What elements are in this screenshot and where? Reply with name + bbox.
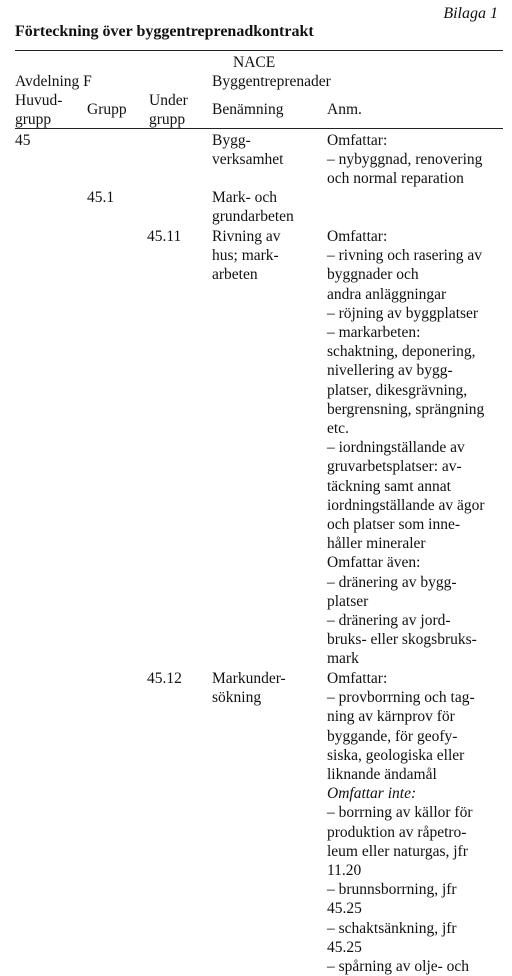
note-line: bergrensning, sprängning bbox=[327, 400, 485, 418]
header-subgroup bbox=[149, 91, 188, 129]
note-line: gruvarbetsplatser: av- bbox=[327, 458, 462, 476]
note-line: – markarbeten: bbox=[327, 324, 421, 342]
header-subgroup-line1: Under bbox=[149, 92, 188, 109]
note-line: byggande, för geofy- bbox=[327, 727, 458, 745]
row-code-45: 45 bbox=[15, 132, 31, 149]
row-note-45-11 bbox=[327, 227, 485, 669]
note-line-italic: Omfattar inte: bbox=[327, 785, 417, 803]
note-line: – dränering av bygg- bbox=[327, 573, 457, 591]
note-line: Omfattar: bbox=[327, 670, 388, 687]
note-line: – schaktsänkning, jfr bbox=[327, 919, 457, 937]
note-line: iordningställande av ägor bbox=[327, 496, 485, 514]
note-line: Omfattar även: bbox=[327, 554, 421, 572]
row-name-45 bbox=[212, 131, 283, 169]
name-line: arbeten bbox=[212, 266, 258, 284]
header-main-group bbox=[15, 91, 62, 129]
note-line: schaktning, deponering, bbox=[327, 343, 476, 361]
note-line: – borrning av källor för bbox=[327, 804, 473, 822]
row-note-45 bbox=[327, 131, 482, 189]
name-line: hus; mark- bbox=[212, 247, 279, 265]
note-line: siska, geologiska eller bbox=[327, 746, 465, 764]
name-line: Bygg- bbox=[212, 132, 251, 149]
note-line: Omfattar: bbox=[327, 228, 388, 245]
annex-label: Bilaga 1 bbox=[443, 5, 498, 22]
note-line: andra anläggningar bbox=[327, 285, 447, 303]
note-line: och normal reparation bbox=[327, 170, 464, 188]
note-line: – provborrning och tag- bbox=[327, 689, 475, 707]
row-code-45-12: 45.12 bbox=[147, 670, 182, 687]
name-line: Mark- och bbox=[212, 189, 277, 206]
header-group: Grupp bbox=[87, 101, 127, 118]
note-line: håller mineraler bbox=[327, 535, 426, 553]
note-line: 45.25 bbox=[327, 900, 362, 918]
note-line: – rivning och rasering av bbox=[327, 247, 482, 265]
row-name-45-1 bbox=[212, 188, 294, 226]
row-note-45-12 bbox=[327, 669, 475, 976]
row-name-45-11 bbox=[212, 227, 280, 285]
note-line: – röjning av byggplatser bbox=[327, 304, 479, 322]
note-line: 11.20 bbox=[327, 862, 362, 880]
header-main-group-line2: grupp bbox=[15, 111, 52, 129]
header-division: Avdelning F bbox=[15, 73, 92, 90]
note-line: – brunnsborrning, jfr bbox=[327, 881, 457, 899]
name-line: verksamhet bbox=[212, 151, 284, 169]
note-line: – dränering av jord- bbox=[327, 612, 451, 630]
name-line: sökning bbox=[212, 689, 262, 707]
note-line: byggnader och bbox=[327, 266, 419, 284]
note-line: leum eller naturgas, jfr bbox=[327, 842, 468, 860]
note-line: etc. bbox=[327, 420, 349, 438]
header-name: Benämning bbox=[212, 101, 284, 118]
note-line: och platser som inne- bbox=[327, 516, 461, 534]
row-code-45-1: 45.1 bbox=[87, 189, 115, 206]
note-line: liknande ändamål bbox=[327, 766, 437, 784]
document-title: Förteckning över byggentreprenadkontrakt bbox=[15, 23, 314, 40]
name-line: Markunder- bbox=[212, 670, 286, 687]
header-bottom-rule bbox=[15, 128, 503, 129]
header-division-name: Byggentreprenader bbox=[212, 73, 331, 90]
note-line: – iordningställande av bbox=[327, 439, 465, 457]
header-subgroup-line2: grupp bbox=[149, 111, 186, 129]
note-line: ning av kärnprov för bbox=[327, 708, 455, 726]
note-line: platser, dikesgrävning, bbox=[327, 381, 468, 399]
note-line: – spårning av olje- och bbox=[327, 958, 470, 976]
row-name-45-12 bbox=[212, 669, 286, 707]
note-line: nivellering av bygg- bbox=[327, 362, 453, 380]
note-line: bruks- eller skogsbruks- bbox=[327, 631, 477, 649]
note-line: – nybyggnad, renovering bbox=[327, 151, 483, 169]
name-line: grundarbeten bbox=[212, 208, 294, 226]
note-line: produktion av råpetro- bbox=[327, 823, 467, 841]
note-line: mark bbox=[327, 650, 359, 668]
note-line: 45.25 bbox=[327, 938, 362, 956]
header-top-rule bbox=[15, 50, 503, 51]
row-code-45-11: 45.11 bbox=[147, 228, 182, 245]
note-line: platser bbox=[327, 592, 369, 610]
note-line: Omfattar: bbox=[327, 132, 388, 149]
name-line: Rivning av bbox=[212, 228, 281, 245]
header-main-group-line1: Huvud- bbox=[15, 92, 63, 109]
note-line: täckning samt annat bbox=[327, 477, 451, 495]
header-note: Anm. bbox=[327, 101, 362, 118]
header-nace: NACE bbox=[233, 54, 276, 71]
